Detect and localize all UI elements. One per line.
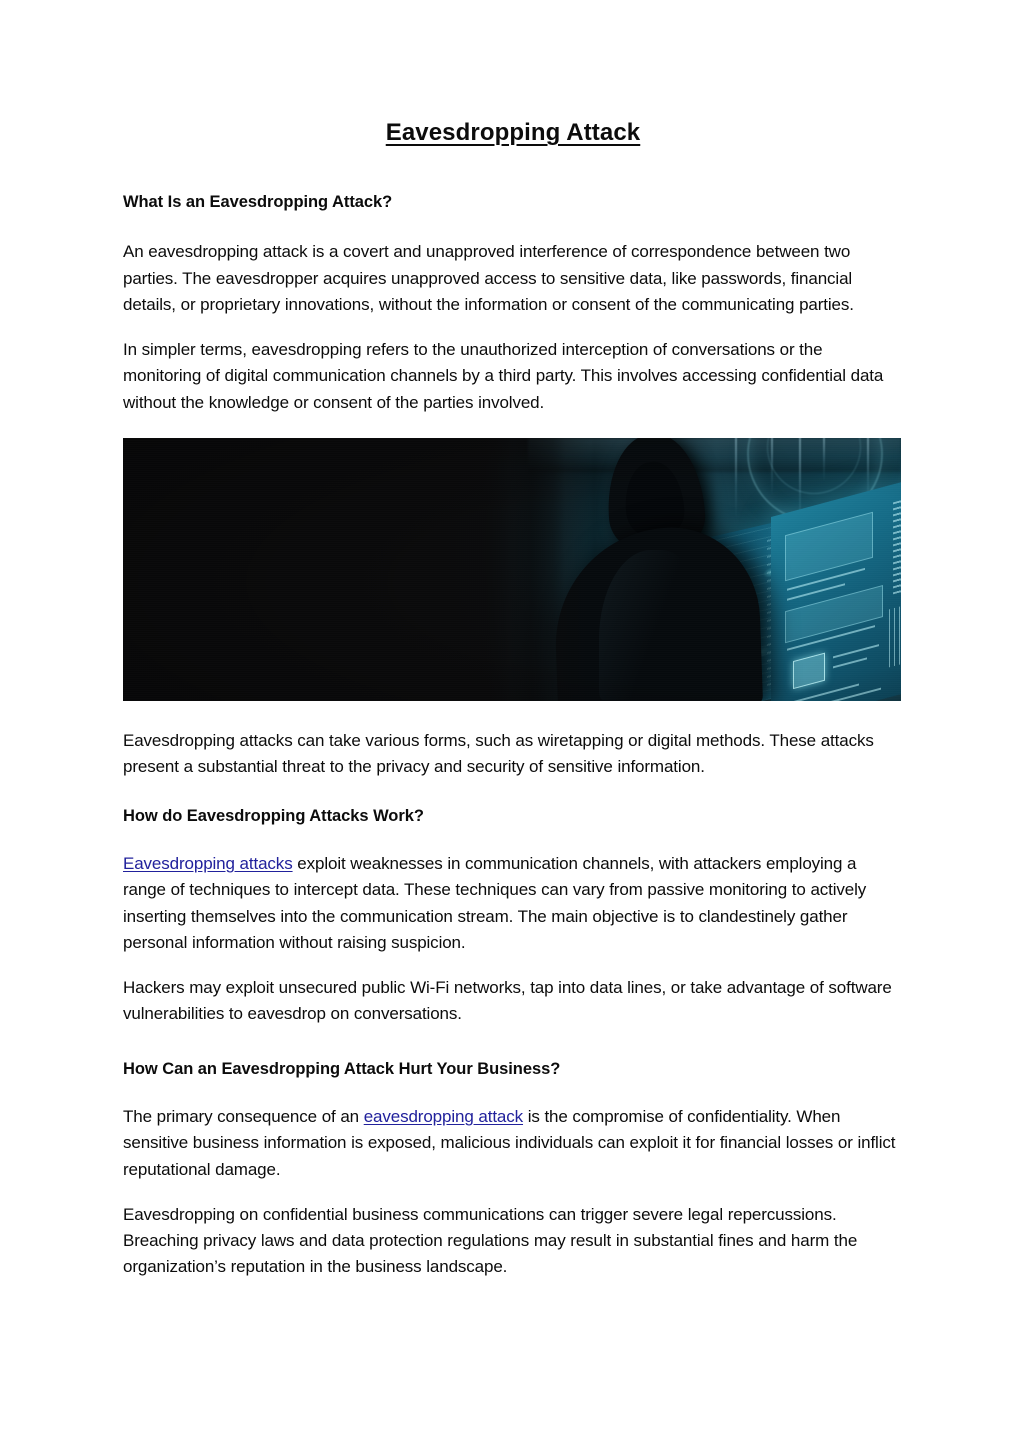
page-title-text: Eavesdropping Attack — [385, 119, 641, 146]
paragraph-business-impact-pre: The primary consequence of an — [123, 1106, 364, 1126]
paragraph-simpler-terms: In simpler terms, eavesdropping refers to the unauthorized interception of conversations or the monitoring of digital communication channels by a third party. This involves accessing confidential data without the knowledge or consent of the parties involved. — [123, 340, 884, 412]
paragraph-business-impact — [123, 1104, 903, 1183]
paragraph-how-they-work-rest: exploit weaknesses in communication channels, with attackers employing a range of techniques to intercept data. These techniques can vary from passive monitoring to actively inserting themselves into the communication stream. The main objective is to clandestinely gather personal information without raising suspicion. — [123, 853, 867, 952]
heading-what-is: What Is an Eavesdropping Attack? — [123, 193, 393, 211]
heading-hurt-your-business: How Can an Eavesdropping Attack Hurt Your Business? — [123, 1059, 561, 1078]
paragraph-definition: An eavesdropping attack is a covert and unapproved interference of correspondence between two parties. The eavesdropper acquires unapproved access to sensitive data, like passwords, financial details, or proprietary innovations, without the information or consent of the communicating parties. — [123, 242, 854, 314]
page-title — [123, 118, 903, 148]
heading-how-do-attacks-work: How do Eavesdropping Attacks Work? — [123, 806, 424, 825]
link-eavesdropping-attack[interactable]: eavesdropping attack — [363, 1106, 524, 1126]
paragraph-how-they-work — [123, 851, 903, 956]
figure-hacker-photo — [123, 438, 903, 701]
paragraph-attack-forms: Eavesdropping attacks can take various forms, such as wiretapping or digital methods. These attacks present a substantial threat to the privacy and security of sensitive information. — [123, 731, 874, 777]
paragraph-business-impact-post: is the compromise of confidentiality. When sensitive business information is exposed, malicious individuals can exploit it for financial losses or inflict reputational damage. — [123, 1106, 896, 1179]
hacker-image — [123, 438, 901, 701]
paragraph-legal-repercussions: Eavesdropping on confidential business communications can trigger severe legal repercussions. Breaching privacy laws and data protection regulations may result in substantial fines and harm the organization’s reputation in the business landscape. — [123, 1204, 858, 1277]
image-grain — [123, 438, 901, 701]
document-body — [123, 118, 903, 1281]
paragraph-hackers-exploit: Hackers may exploit unsecured public Wi-Fi networks, tap into data lines, or take advantage of software vulnerabilities to eavesdrop on conversations. — [123, 978, 892, 1024]
link-eavesdropping-attacks[interactable]: Eavesdropping attacks — [123, 853, 293, 873]
